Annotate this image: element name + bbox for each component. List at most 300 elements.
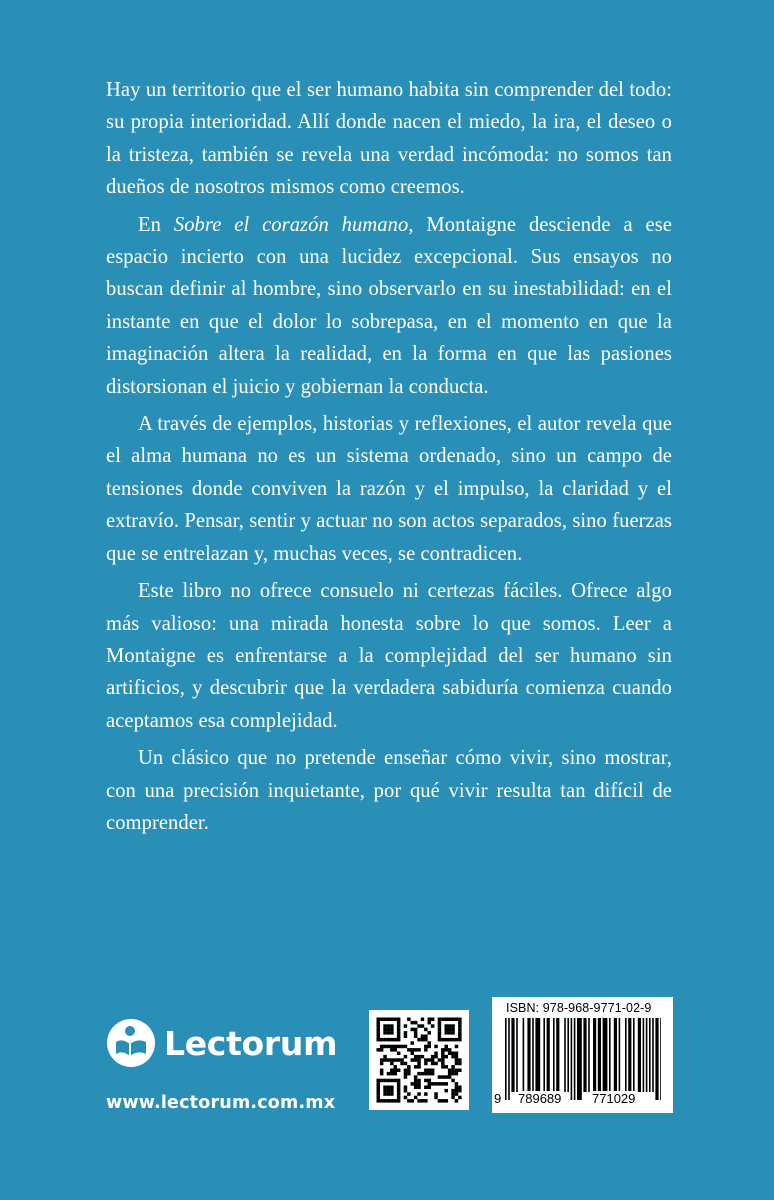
qr-module xyxy=(451,1096,455,1100)
qr-module xyxy=(438,1075,442,1079)
qr-module xyxy=(424,1035,428,1039)
qr-module xyxy=(380,1018,384,1022)
qr-module xyxy=(387,1092,391,1096)
qr-module xyxy=(394,1069,398,1073)
qr-module xyxy=(380,1058,384,1062)
qr-module xyxy=(428,1069,432,1073)
blurb-paragraph-4: Este libro no ofrece consuelo ni certezas fáciles. Ofrece algo más valioso: una mirada honesta sobre lo que somos. Leer a Montaigne es enfrentarse a la complejidad del ser humano sin artificios, y descubrir que la verdadera sabiduría comienza cuando aceptamos esa complejidad. xyxy=(106,580,672,732)
qr-module xyxy=(438,1038,442,1042)
qr-module xyxy=(455,1099,459,1103)
blurb-paragraph-5: Un clásico que no pretende enseñar cómo vivir, sino mostrar, con una precisión inquietante, por qué vivir resulta tan difícil de comprender. xyxy=(106,747,672,834)
qr-module xyxy=(397,1082,401,1086)
qr-module xyxy=(417,1082,421,1086)
qr-module xyxy=(390,1089,394,1093)
qr-module xyxy=(383,1018,387,1022)
qr-module xyxy=(421,1018,425,1022)
qr-module xyxy=(421,1055,425,1059)
qr-module xyxy=(397,1021,401,1025)
barcode-bar xyxy=(574,1018,576,1100)
qr-module xyxy=(397,1079,401,1083)
qr-module xyxy=(397,1052,401,1056)
qr-module xyxy=(383,1092,387,1096)
qr-module xyxy=(421,1024,425,1028)
qr-module xyxy=(434,1062,438,1066)
qr-module xyxy=(390,1048,394,1052)
qr-module xyxy=(404,1035,408,1039)
qr-module xyxy=(411,1021,415,1025)
qr-module xyxy=(380,1072,384,1076)
qr-module xyxy=(414,1021,418,1025)
barcode-bar xyxy=(638,1018,641,1092)
qr-module xyxy=(400,1062,404,1066)
qr-module xyxy=(451,1072,455,1076)
qr-module xyxy=(377,1028,381,1032)
qr-module xyxy=(417,1086,421,1090)
qr-module xyxy=(428,1086,432,1090)
qr-module xyxy=(424,1099,428,1103)
qr-module xyxy=(445,1099,449,1103)
qr-module xyxy=(458,1089,462,1093)
barcode-bar xyxy=(593,1018,596,1092)
publisher-website[interactable]: www.lectorum.com.mx xyxy=(106,1093,336,1113)
qr-module xyxy=(441,1099,445,1103)
barcode-digit-first: 9 xyxy=(494,1091,502,1106)
qr-module xyxy=(411,1048,415,1052)
qr-module xyxy=(387,1031,391,1035)
qr-module xyxy=(417,1072,421,1076)
qr-module xyxy=(428,1082,432,1086)
barcode-bar xyxy=(619,1018,621,1092)
qr-module xyxy=(458,1069,462,1073)
qr-module xyxy=(414,1031,418,1035)
qr-module xyxy=(390,1018,394,1022)
barcode-bar xyxy=(505,1018,507,1100)
blurb-p2-rest: , Montaigne desciende a ese espacio incierto con una lucidez excepcional. Sus ensayos no buscan definir al hombre, sino observarlo en su inestabilidad: en el instante en que el dolor lo sobrepasa, en el momento en que la imaginación altera la realidad, en la forma en que las pasiones distorsionan el juicio y gobiernan la conducta. xyxy=(106,213,672,398)
qr-module xyxy=(383,1099,387,1103)
qr-module xyxy=(451,1018,455,1022)
qr-module xyxy=(455,1086,459,1090)
blurb-paragraph-3: A través de ejemplos, historias y reflexiones, el autor revela que el alma humana no es un sistema ordenado, sino un campo de tensiones donde conviven la razón y el impulso, la claridad y el extravío. Pensar, sentir y actuar no son actos separados, sino fuerzas que se entrelazan y, muchas veces, se contradicen. xyxy=(106,413,672,565)
qr-module xyxy=(387,1038,391,1042)
qr-module xyxy=(394,1048,398,1052)
barcode-bar xyxy=(516,1018,518,1092)
qr-module xyxy=(417,1092,421,1096)
qr-module xyxy=(448,1018,452,1022)
qr-module xyxy=(387,1099,391,1103)
qr-module xyxy=(387,1079,391,1083)
qr-module xyxy=(404,1089,408,1093)
qr-module xyxy=(431,1018,435,1022)
qr-module xyxy=(448,1038,452,1042)
qr-module xyxy=(397,1045,401,1049)
qr-module xyxy=(421,1035,425,1039)
qr-module xyxy=(455,1092,459,1096)
qr-module xyxy=(424,1069,428,1073)
lectorum-logo-icon xyxy=(106,1018,156,1068)
qr-module xyxy=(383,1038,387,1042)
qr-module xyxy=(455,1038,459,1042)
qr-module xyxy=(414,1079,418,1083)
qr-module xyxy=(407,1099,411,1103)
qr-module xyxy=(387,1024,391,1028)
qr-module xyxy=(407,1048,411,1052)
qr-module xyxy=(394,1018,398,1022)
qr-module xyxy=(455,1018,459,1022)
qr-module xyxy=(455,1062,459,1066)
barcode-bar xyxy=(543,1018,545,1092)
qr-module xyxy=(390,1079,394,1083)
qr-module xyxy=(434,1092,438,1096)
qr-module xyxy=(424,1092,428,1096)
qr-module xyxy=(441,1075,445,1079)
qr-module xyxy=(448,1024,452,1028)
blurb-paragraph-2 xyxy=(106,209,672,403)
qr-module xyxy=(414,1058,418,1062)
barcode-bar xyxy=(603,1018,608,1092)
barcode-bar xyxy=(625,1018,627,1092)
qr-module xyxy=(394,1099,398,1103)
qr-module xyxy=(441,1018,445,1022)
qr-module xyxy=(431,1062,435,1066)
qr-module xyxy=(448,1069,452,1073)
barcode-bar xyxy=(583,1018,586,1092)
back-cover-blurb xyxy=(106,74,672,844)
qr-module xyxy=(455,1052,459,1056)
qr-module xyxy=(390,1045,394,1049)
qr-module xyxy=(431,1024,435,1028)
qr-module xyxy=(428,1021,432,1025)
qr-module xyxy=(438,1031,442,1035)
qr-module xyxy=(445,1028,449,1032)
qr-module xyxy=(397,1035,401,1039)
qr-module xyxy=(441,1048,445,1052)
qr-module xyxy=(411,1058,415,1062)
qr-module xyxy=(414,1028,418,1032)
qr-module xyxy=(390,1099,394,1103)
qr-module xyxy=(404,1072,408,1076)
qr-module xyxy=(407,1018,411,1022)
barcode-bar xyxy=(523,1018,525,1092)
qr-module xyxy=(387,1089,391,1093)
qr-module xyxy=(407,1065,411,1069)
qr-module xyxy=(455,1072,459,1076)
qr-module xyxy=(377,1092,381,1096)
publisher-name: Lectorum xyxy=(164,1023,338,1063)
qr-module xyxy=(448,1031,452,1035)
qr-module xyxy=(434,1045,438,1049)
qr-module xyxy=(428,1018,432,1022)
qr-module xyxy=(438,1028,442,1032)
barcode-bar xyxy=(564,1018,566,1092)
qr-module xyxy=(404,1096,408,1100)
qr-module xyxy=(404,1069,408,1073)
qr-module xyxy=(394,1038,398,1042)
qr-module xyxy=(387,1086,391,1090)
qr-module xyxy=(383,1031,387,1035)
qr-module xyxy=(414,1075,418,1079)
qr-module xyxy=(451,1069,455,1073)
qr-module xyxy=(458,1021,462,1025)
qr-module xyxy=(414,1082,418,1086)
qr-module xyxy=(455,1069,459,1073)
qr-module xyxy=(390,1062,394,1066)
qr-module xyxy=(438,1021,442,1025)
qr-module xyxy=(404,1086,408,1090)
qr-module xyxy=(383,1086,387,1090)
qr-module xyxy=(400,1045,404,1049)
barcode-bar xyxy=(508,1018,510,1100)
qr-module xyxy=(431,1055,435,1059)
qr-module xyxy=(394,1072,398,1076)
qr-module xyxy=(451,1055,455,1059)
qr-module xyxy=(441,1055,445,1059)
barcode-bar xyxy=(547,1018,550,1092)
qr-module xyxy=(421,1072,425,1076)
qr-module xyxy=(404,1045,408,1049)
qr-module xyxy=(404,1055,408,1059)
barcode-bar xyxy=(598,1018,601,1092)
qr-module xyxy=(417,1065,421,1069)
qr-module xyxy=(448,1072,452,1076)
qr-module xyxy=(390,1072,394,1076)
qr-module xyxy=(414,1065,418,1069)
qr-module xyxy=(448,1075,452,1079)
qr-module xyxy=(451,1028,455,1032)
qr-module xyxy=(445,1018,449,1022)
qr-module xyxy=(404,1075,408,1079)
barcode-bar xyxy=(633,1018,635,1092)
qr-module xyxy=(428,1079,432,1083)
qr-module xyxy=(448,1028,452,1032)
qr-module xyxy=(383,1028,387,1032)
qr-module xyxy=(417,1099,421,1103)
qr-module xyxy=(455,1045,459,1049)
qr-module xyxy=(441,1082,445,1086)
qr-module xyxy=(417,1048,421,1052)
qr-module xyxy=(397,1028,401,1032)
qr-module xyxy=(407,1092,411,1096)
qr-module xyxy=(445,1048,449,1052)
qr-module xyxy=(438,1082,442,1086)
qr-module xyxy=(438,1035,442,1039)
qr-module xyxy=(411,1082,415,1086)
qr-module xyxy=(414,1048,418,1052)
barcode-bar xyxy=(655,1018,658,1100)
qr-module xyxy=(441,1052,445,1056)
qr-module xyxy=(451,1031,455,1035)
qr-module xyxy=(390,1028,394,1032)
qr-module xyxy=(428,1058,432,1062)
qr-module xyxy=(387,1045,391,1049)
qr-module xyxy=(380,1038,384,1042)
qr-module xyxy=(458,1035,462,1039)
qr-code-graphic xyxy=(369,1010,469,1110)
qr-module xyxy=(414,1035,418,1039)
qr-module xyxy=(451,1089,455,1093)
barcode-bar xyxy=(646,1018,648,1092)
qr-module xyxy=(458,1058,462,1062)
qr-module xyxy=(383,1089,387,1093)
qr-module xyxy=(451,1092,455,1096)
qr-module xyxy=(458,1024,462,1028)
qr-module xyxy=(455,1058,459,1062)
qr-module xyxy=(417,1024,421,1028)
qr-module xyxy=(451,1065,455,1069)
qr-module xyxy=(377,1018,381,1022)
qr-module xyxy=(387,1028,391,1032)
qr-module xyxy=(411,1099,415,1103)
qr-module xyxy=(434,1052,438,1056)
qr-module xyxy=(417,1062,421,1066)
barcode-bar xyxy=(535,1018,540,1092)
qr-module xyxy=(397,1018,401,1022)
qr-module xyxy=(390,1058,394,1062)
qr-module xyxy=(445,1055,449,1059)
qr-module xyxy=(424,1086,428,1090)
qr-module xyxy=(390,1031,394,1035)
isbn-barcode xyxy=(492,997,673,1113)
qr-module xyxy=(397,1058,401,1062)
qr-module xyxy=(448,1052,452,1056)
qr-module xyxy=(438,1058,442,1062)
qr-module xyxy=(434,1096,438,1100)
qr-module xyxy=(404,1031,408,1035)
qr-module xyxy=(458,1086,462,1090)
qr-module xyxy=(434,1055,438,1059)
qr-module xyxy=(451,1079,455,1083)
qr-module xyxy=(424,1058,428,1062)
qr-module xyxy=(431,1058,435,1062)
qr-module xyxy=(451,1052,455,1056)
qr-module xyxy=(455,1089,459,1093)
qr-module xyxy=(441,1065,445,1069)
qr-module xyxy=(377,1096,381,1100)
blurb-p2-start: En xyxy=(138,213,174,236)
barcode-bar xyxy=(571,1018,573,1100)
qr-module xyxy=(390,1038,394,1042)
qr-module xyxy=(441,1058,445,1062)
qr-module xyxy=(377,1089,381,1093)
qr-module xyxy=(445,1045,449,1049)
qr-module xyxy=(377,1079,381,1083)
barcode-bar xyxy=(553,1018,555,1092)
qr-module xyxy=(424,1028,428,1032)
barcode-bar xyxy=(527,1018,530,1092)
qr-module xyxy=(394,1058,398,1062)
qr-module xyxy=(394,1079,398,1083)
qr-module xyxy=(414,1055,418,1059)
qr-module xyxy=(397,1092,401,1096)
qr-module xyxy=(404,1062,408,1066)
qr-module xyxy=(390,1092,394,1096)
barcode-bar xyxy=(643,1018,645,1092)
qr-module xyxy=(377,1099,381,1103)
qr-module xyxy=(380,1079,384,1083)
qr-module xyxy=(445,1024,449,1028)
qr-module xyxy=(390,1024,394,1028)
qr-module xyxy=(421,1099,425,1103)
qr-module xyxy=(383,1079,387,1083)
barcode-bar xyxy=(652,1018,654,1092)
qr-module xyxy=(377,1038,381,1042)
qr-module xyxy=(445,1038,449,1042)
barcode-bar xyxy=(577,1018,582,1100)
barcode-bar xyxy=(532,1018,534,1092)
qr-module xyxy=(387,1058,391,1062)
qr-module xyxy=(438,1099,442,1103)
qr-module xyxy=(458,1038,462,1042)
barcode-bar xyxy=(588,1018,590,1092)
qr-module xyxy=(411,1028,415,1032)
qr-module xyxy=(407,1069,411,1073)
qr-module xyxy=(448,1048,452,1052)
qr-module xyxy=(417,1038,421,1042)
qr-module xyxy=(428,1041,432,1045)
barcode-bar xyxy=(556,1018,559,1092)
qr-module xyxy=(377,1024,381,1028)
qr-module xyxy=(441,1062,445,1066)
barcode-bar xyxy=(660,1018,661,1100)
qr-module xyxy=(377,1031,381,1035)
barcode-bar xyxy=(609,1018,611,1092)
qr-module xyxy=(390,1086,394,1090)
qr-module xyxy=(455,1082,459,1086)
qr-module xyxy=(400,1058,404,1062)
qr-module xyxy=(431,1082,435,1086)
qr-module xyxy=(377,1035,381,1039)
qr-module xyxy=(397,1086,401,1090)
qr-module xyxy=(383,1055,387,1059)
qr-module xyxy=(434,1082,438,1086)
qr-module xyxy=(377,1021,381,1025)
qr-module xyxy=(421,1038,425,1042)
qr-module xyxy=(417,1079,421,1083)
qr-module xyxy=(387,1018,391,1022)
qr-module xyxy=(380,1045,384,1049)
qr-module xyxy=(397,1038,401,1042)
qr-module xyxy=(458,1018,462,1022)
qr-module xyxy=(417,1058,421,1062)
qr-module xyxy=(377,1082,381,1086)
qr-module xyxy=(451,1024,455,1028)
qr-module xyxy=(411,1052,415,1056)
qr-module xyxy=(383,1045,387,1049)
qr-code[interactable] xyxy=(369,1010,469,1110)
qr-module xyxy=(397,1024,401,1028)
qr-module xyxy=(397,1069,401,1073)
qr-module xyxy=(404,1024,408,1028)
qr-module xyxy=(394,1045,398,1049)
barcode-digits-right: 771029 xyxy=(592,1091,636,1106)
qr-module xyxy=(431,1069,435,1073)
qr-module xyxy=(458,1096,462,1100)
qr-module xyxy=(424,1038,428,1042)
qr-module xyxy=(458,1028,462,1032)
qr-module xyxy=(424,1072,428,1076)
qr-module xyxy=(424,1045,428,1049)
qr-module xyxy=(428,1031,432,1035)
qr-module xyxy=(424,1048,428,1052)
isbn-label: ISBN: 978-968-9771-02-9 xyxy=(506,1001,652,1015)
qr-module xyxy=(394,1065,398,1069)
qr-module xyxy=(417,1055,421,1059)
qr-module xyxy=(458,1062,462,1066)
qr-module xyxy=(438,1018,442,1022)
qr-module xyxy=(445,1075,449,1079)
qr-module xyxy=(431,1072,435,1076)
qr-module xyxy=(397,1089,401,1093)
barcode-bar xyxy=(567,1018,569,1092)
